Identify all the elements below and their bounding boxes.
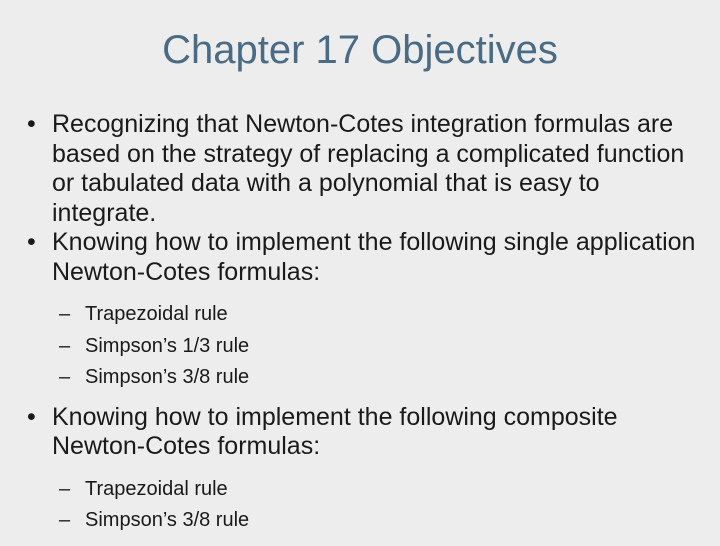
sub-marker: – xyxy=(59,509,71,531)
sub-marker: – xyxy=(59,366,71,388)
sub-item-text: Simpson’s 3/8 rule xyxy=(85,366,250,388)
sub-list-item xyxy=(59,362,707,394)
bullet-item xyxy=(27,110,707,228)
bullet-text: Knowing how to implement the following single application Newton-Cotes formulas: xyxy=(52,228,696,286)
sub-item-text: Simpson’s 1/3 rule xyxy=(85,334,250,357)
sub-list-item xyxy=(59,474,707,506)
bullet-text: Recognizing that Newton-Cotes integration formulas are based on the strategy of replacing a complicated function or tabulated data with a polynomial that is easy to integrate. xyxy=(52,110,685,227)
sub-marker: – xyxy=(59,334,71,357)
bullet-item xyxy=(27,403,707,462)
bullet-marker: • xyxy=(27,228,36,256)
sub-marker: – xyxy=(59,303,71,325)
bullet-item xyxy=(27,228,707,287)
sub-list xyxy=(27,474,707,537)
bullet-marker: • xyxy=(27,402,36,431)
sub-item-text: Trapezoidal rule xyxy=(85,303,228,325)
slide-body xyxy=(27,110,707,546)
sub-item-text: Simpson’s 3/8 rule xyxy=(85,509,250,531)
sub-item-text: Trapezoidal rule xyxy=(85,477,228,500)
sub-marker: – xyxy=(59,477,71,500)
sub-list-item xyxy=(59,505,707,537)
bullet-marker: • xyxy=(27,110,36,138)
sub-list-item xyxy=(59,331,707,363)
sub-list-item xyxy=(59,299,707,331)
slide-title: Chapter 17 Objectives xyxy=(162,28,558,72)
bullet-text: Knowing how to implement the following composite Newton-Cotes formulas: xyxy=(52,402,618,460)
sub-list xyxy=(27,299,707,394)
